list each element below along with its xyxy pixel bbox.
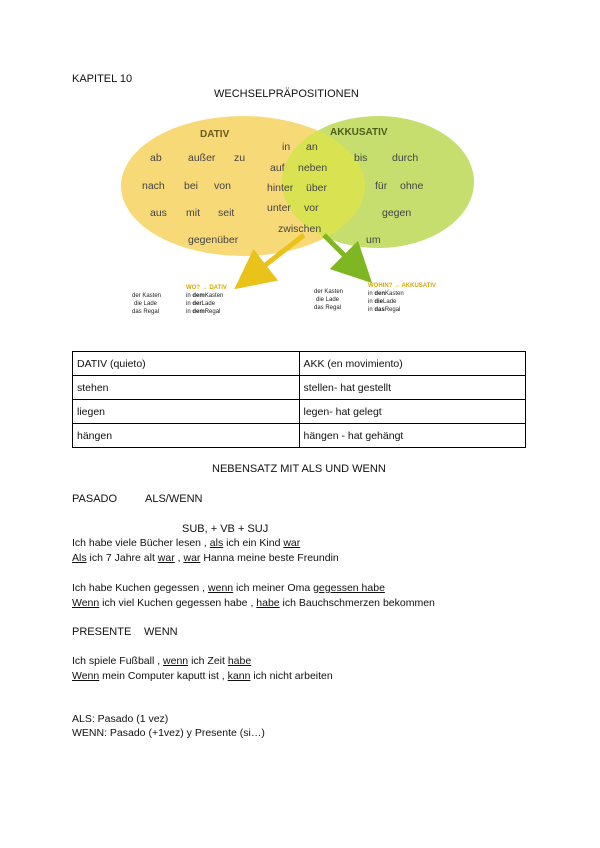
table-cell: liegen	[73, 400, 300, 424]
table-cell: stehen	[73, 376, 300, 400]
both-word: über	[306, 182, 328, 194]
table-row	[73, 400, 526, 424]
table-row	[73, 424, 526, 448]
both-word: vor	[304, 202, 319, 214]
dativ-example-left: der Kasten	[132, 293, 162, 299]
pasado-conjunction: ALS/WENN	[145, 493, 203, 505]
both-word: auf	[270, 162, 285, 174]
akkusativ-label: AKKUSATIV	[330, 127, 388, 138]
table-cell: hängen - hat gehängt	[299, 424, 526, 448]
dativ-word: gegenüber	[188, 234, 239, 246]
table-cell: stellen- hat gestellt	[299, 376, 526, 400]
akk-word: durch	[392, 152, 419, 164]
akk-example-left: die Lade	[316, 297, 340, 303]
akk-example-right: in dieLade	[368, 299, 397, 305]
table-cell: legen- hat gelegt	[299, 400, 526, 424]
example-sentence: Ich habe viele Bücher lesen , als ich ein Kind war	[72, 537, 301, 549]
both-word: an	[306, 141, 318, 153]
both-word: hinter	[267, 182, 294, 194]
dativ-label: DATIV	[200, 129, 230, 140]
both-word: neben	[298, 162, 328, 174]
akk-example-left: das Regal	[314, 305, 342, 311]
dativ-word: bei	[184, 180, 199, 192]
dativ-word: seit	[218, 207, 235, 219]
dativ-example-left: das Regal	[132, 309, 160, 315]
chapter-label: KAPITEL 10	[72, 73, 133, 85]
pasado-label: PASADO	[72, 493, 118, 505]
summary-wenn: WENN: Pasado (+1vez) y Presente (si…)	[72, 727, 265, 739]
example-sentence: Wenn ich viel Kuchen gegessen habe , habe ich Bauchschmerzen bekommen	[72, 597, 435, 609]
example-sentence: Ich spiele Fußball , wenn ich Zeit habe	[72, 655, 252, 667]
page-title: WECHSELPRÄPOSITIONEN	[214, 88, 359, 100]
table-header-cell: DATIV (quieto)	[73, 352, 300, 376]
presente-label: PRESENTE	[72, 626, 132, 638]
akk-word: um	[366, 234, 381, 246]
both-word: zwischen	[278, 223, 322, 235]
both-word: unter	[267, 202, 291, 214]
dativ-example-right: in derLade	[186, 301, 216, 307]
table-row	[73, 376, 526, 400]
dativ-example-left: die Lade	[134, 301, 158, 307]
word-order-formula: SUB, + VB + SUJ	[182, 523, 269, 535]
table-cell: hängen	[73, 424, 300, 448]
section-title: NEBENSATZ MIT ALS UND WENN	[212, 463, 386, 475]
akk-word: gegen	[382, 207, 412, 219]
example-sentence: Als ich 7 Jahre alt war , war Hanna meine beste Freundin	[72, 552, 339, 564]
dativ-word: außer	[188, 152, 216, 164]
table-header-cell: AKK (en movimiento)	[299, 352, 526, 376]
both-word: in	[282, 141, 291, 153]
dativ-word: von	[214, 180, 231, 192]
summary-als: ALS: Pasado (1 vez)	[72, 713, 169, 725]
akk-example-right: in dasRegal	[368, 307, 401, 313]
dativ-example-right: in demKasten	[186, 293, 224, 299]
akk-word: für	[375, 180, 388, 192]
wo-dativ-label: WO? → DATIV	[186, 285, 227, 291]
venn-diagram	[110, 113, 490, 323]
wohin-akk-label: WOHIN? → AKKUSATIV	[368, 283, 436, 289]
dativ-word: nach	[142, 180, 165, 192]
table-header-row	[73, 352, 526, 376]
akk-word: ohne	[400, 180, 424, 192]
akk-example-right: in denKasten	[368, 291, 404, 297]
akk-example-left: der Kasten	[314, 289, 344, 295]
example-sentence: Wenn mein Computer kaputt ist , kann ich nicht arbeiten	[72, 670, 333, 682]
example-sentence: Ich habe Kuchen gegessen , wenn ich meiner Oma gegessen habe	[72, 582, 385, 594]
dativ-word: ab	[150, 152, 162, 164]
akk-word: bis	[354, 152, 368, 164]
dativ-word: mit	[186, 207, 200, 219]
dativ-word: zu	[234, 152, 246, 164]
dativ-example-right: in demRegal	[186, 309, 221, 315]
dativ-word: aus	[150, 207, 167, 219]
presente-conjunction: WENN	[144, 626, 178, 638]
verb-table	[72, 351, 526, 448]
